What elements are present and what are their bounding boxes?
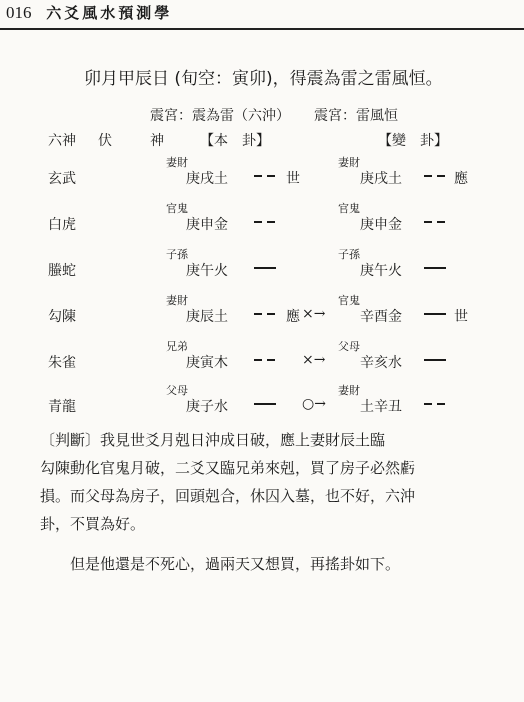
page-number: 016 (6, 3, 32, 22)
book-title: 六爻風水預測學 (46, 4, 173, 22)
changed-position-mark: 應 (454, 171, 468, 187)
paragraph: 但是他還是不死心，過兩天又想買，再搖卦如下。 (40, 555, 401, 573)
hexagram-line-row (0, 384, 524, 424)
original-yin-line-segment (267, 175, 275, 177)
six-spirit-label: 白虎 (48, 217, 76, 233)
moving-line-mark: ×→ (302, 352, 326, 368)
changed-kinship-label: 子孫 (338, 248, 360, 261)
paragraph: 〔判斷〕我見世爻月剋日沖成日破，應上妻財辰土臨 (40, 431, 386, 449)
col-head-god: 神 (150, 133, 164, 149)
original-yang-line (254, 267, 276, 269)
original-kinship-label: 妻財 (166, 156, 188, 169)
original-kinship-label: 兄弟 (166, 340, 188, 353)
header-rule (0, 28, 524, 30)
original-kinship-label: 子孫 (166, 248, 188, 261)
changed-yin-line-segment (424, 221, 432, 223)
six-spirit-label: 勾陳 (48, 309, 76, 325)
col-head-changed: 【變 卦】 (378, 133, 448, 149)
changed-yang-line (424, 267, 446, 269)
original-kinship-label: 父母 (166, 384, 188, 397)
changed-kinship-label: 官鬼 (338, 202, 360, 215)
original-yang-line (254, 403, 276, 405)
original-branch-label: 庚子水 (186, 399, 228, 415)
changed-branch-label: 辛酉金 (360, 309, 402, 325)
changed-yin-line-segment (437, 403, 445, 405)
original-position-mark: 世 (286, 171, 300, 187)
changed-kinship-label: 妻財 (338, 384, 360, 397)
original-yin-line-segment (267, 221, 275, 223)
original-yin-line-segment (254, 313, 262, 315)
original-yin-line-segment (267, 313, 275, 315)
original-kinship-label: 妻財 (166, 294, 188, 307)
col-head-original: 【本 卦】 (200, 133, 270, 149)
original-branch-label: 庚辰土 (186, 309, 228, 325)
changed-branch-label: 土辛丑 (360, 399, 402, 415)
six-spirit-label: 朱雀 (48, 355, 76, 371)
changed-kinship-label: 官鬼 (338, 294, 360, 307)
moving-line-mark: ○→ (302, 396, 326, 412)
original-yin-line-segment (254, 175, 262, 177)
six-spirit-label: 青龍 (48, 399, 76, 415)
hexagram-line-row (0, 340, 524, 380)
changed-branch-label: 辛亥水 (360, 355, 402, 371)
changed-position-mark: 世 (454, 309, 468, 325)
paragraph: 卦，不買為好。 (40, 515, 146, 533)
changed-branch-label: 庚申金 (360, 217, 402, 233)
original-branch-label: 庚申金 (186, 217, 228, 233)
page-header (6, 2, 172, 23)
original-branch-label: 庚午火 (186, 263, 228, 279)
changed-palace-label: 震宮：雷風恒 (314, 108, 398, 124)
changed-kinship-label: 父母 (338, 340, 360, 353)
original-yin-line-segment (254, 359, 262, 361)
changed-yang-line (424, 313, 446, 315)
moving-line-mark: ×→ (302, 306, 326, 322)
hexagram-heading: 卯月甲辰日 (旬空：寅卯)，得震為雷之雷風恒。 (84, 69, 443, 89)
hexagram-line-row (0, 202, 524, 242)
changed-yang-line (424, 359, 446, 361)
hexagram-line-row (0, 156, 524, 196)
original-position-mark: 應 (286, 309, 300, 325)
original-branch-label: 庚戌土 (186, 171, 228, 187)
original-branch-label: 庚寅木 (186, 355, 228, 371)
changed-kinship-label: 妻財 (338, 156, 360, 169)
changed-branch-label: 庚戌土 (360, 171, 402, 187)
original-palace-label: 震宮：震為雷（六沖） (150, 108, 290, 124)
paragraph: 勾陳動化官鬼月破，二爻又臨兄弟來剋，買了房子必然虧 (40, 459, 416, 477)
changed-yin-line-segment (424, 403, 432, 405)
hexagram-line-row (0, 294, 524, 334)
changed-yin-line-segment (424, 175, 432, 177)
six-spirit-label: 玄武 (48, 171, 76, 187)
col-head-hidden: 伏 (98, 133, 112, 149)
changed-branch-label: 庚午火 (360, 263, 402, 279)
paragraph: 損。而父母為房子，回頭剋合，休囚入墓，也不好，六沖 (40, 487, 416, 505)
original-yin-line-segment (267, 359, 275, 361)
hexagram-line-row (0, 248, 524, 288)
col-head-spirits: 六神 (48, 133, 76, 149)
six-spirit-label: 螣蛇 (48, 263, 76, 279)
changed-yin-line-segment (437, 175, 445, 177)
changed-yin-line-segment (437, 221, 445, 223)
original-yin-line-segment (254, 221, 262, 223)
original-kinship-label: 官鬼 (166, 202, 188, 215)
